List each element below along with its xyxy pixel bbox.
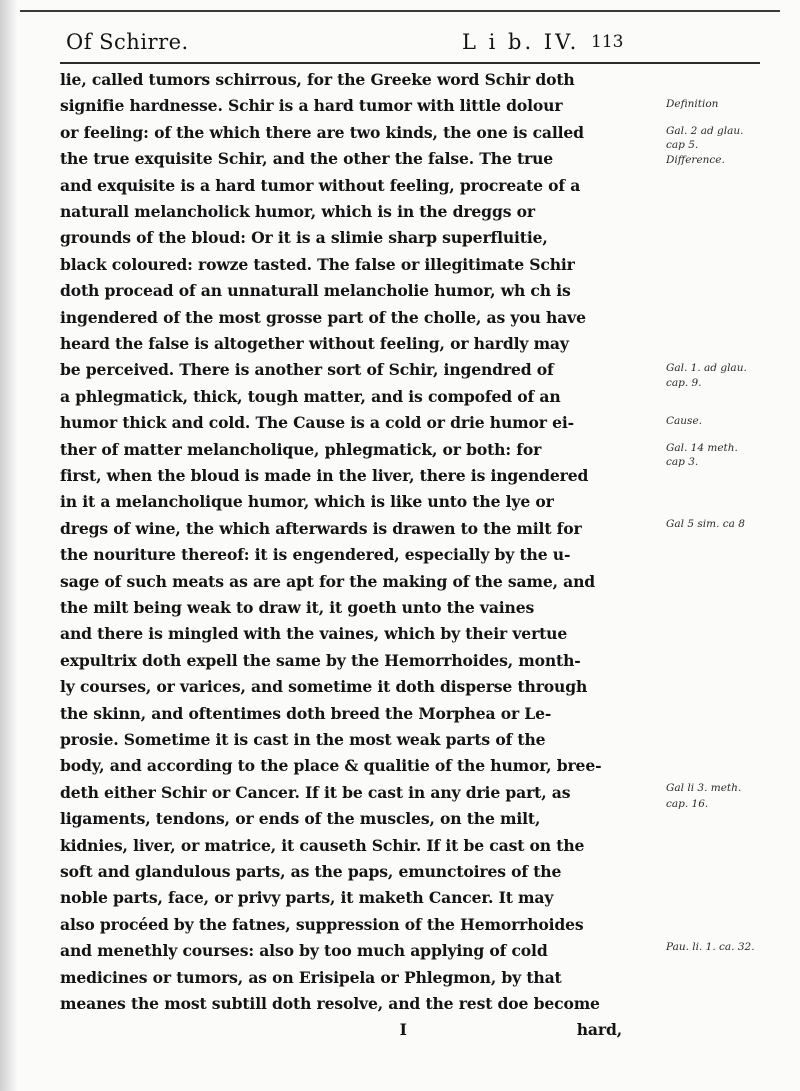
top-rule	[20, 10, 780, 12]
text-line: expultrix doth expell the same by the Hemorrhoides, month-	[60, 650, 581, 670]
text-line: a phlegmatick, thick, tough matter, and is compofed of an	[60, 386, 561, 406]
text-line: black coloured: rowze tasted. The false or illegitimate Schir	[60, 254, 575, 274]
margin-note: Gal. 2 ad glau.	[666, 124, 744, 137]
text-line: and menethly courses: also by too much applying of cold	[60, 941, 548, 961]
margin-note: Gal li 3. meth.	[666, 782, 742, 795]
text-line: grounds of the bloud: Or it is a slimie sharp superfluitie,	[60, 228, 548, 248]
text-line: first, when the bloud is made in the liver, there is ingendered	[60, 466, 589, 485]
text-line: deth either Schir or Cancer. If it be cast in any drie part, as	[60, 782, 571, 802]
running-head: Of Schirre.	[66, 30, 189, 54]
text-line: dregs of wine, the which afterwards is drawen to the milt for	[60, 518, 582, 538]
catchword-line	[322, 1016, 622, 1043]
text-line: prosie. Sometime it is cast in the most weak parts of the	[60, 730, 546, 749]
text-line: ther of matter melancholique, phlegmatick, or both: for	[60, 439, 542, 459]
text-line: sage of such meats as are apt for the making of the same, and	[60, 571, 596, 591]
text-line: the true exquisite Schir, and the other the false. The true	[60, 149, 554, 169]
catchword: hard,	[576, 1020, 622, 1040]
margin-note: Difference.	[666, 153, 725, 166]
text-line: signifie hardnesse. Schir is a hard tumor with little dolour	[60, 96, 563, 116]
text-line: medicines or tumors, as on Erisipela or Phlegmon, by that	[60, 967, 562, 987]
text-line: naturall melancholick humor, which is in the dreggs or	[60, 202, 535, 221]
page-number: 113	[591, 32, 624, 52]
text-line: and there is mingled with the vaines, which by their vertue	[60, 624, 568, 644]
text-line: lie, called tumors schirrous, for the Greeke word Schir doth	[60, 70, 575, 89]
text-line: or feeling: of the which there are two kinds, the one is called	[60, 122, 584, 142]
margin-note: cap. 9.	[666, 376, 702, 389]
text-line: soft and glandulous parts, as the paps, emunctoires of the	[60, 862, 562, 881]
text-line: heard the false is altogether without feeling, or hardly may	[60, 334, 569, 353]
header-rule	[60, 62, 760, 64]
margin-note: Gal 5 sim. ca 8	[666, 518, 745, 531]
margin-note: Pau. li. 1. ca. 32.	[666, 940, 755, 953]
text-line: noble parts, face, or privy parts, it maketh Cancer. It may	[60, 888, 554, 908]
signature-mark: I	[399, 1020, 407, 1040]
text-line: doth procead of an unnaturall melancholie humor, wh ch is	[60, 281, 571, 301]
text-line: the nouriture thereof: it is engendered, especially by the u-	[60, 545, 571, 565]
text-line: meanes the most subtill doth resolve, and the rest doe become	[60, 994, 600, 1013]
margin-note: cap 3.	[666, 456, 699, 469]
margin-note: cap 5.	[666, 139, 699, 152]
page-gutter-shadow	[0, 0, 18, 1091]
margin-note: Gal. 1. ad glau.	[666, 362, 747, 375]
text-line: the skinn, and oftentimes doth breed the Morphea or Le-	[60, 703, 552, 723]
text-line: in it a melancholique humor, which is like unto the lye or	[60, 492, 554, 512]
text-line: ingendered of the most grosse part of the cholle, as you have	[60, 307, 586, 327]
book-number: L i b. IV.	[462, 30, 580, 54]
margin-note: Gal. 14 meth.	[666, 441, 738, 454]
text-line: ligaments, tendons, or ends of the muscles, on the milt,	[60, 809, 541, 829]
text-line: ly courses, or varices, and sometime it doth disperse through	[60, 677, 588, 697]
margin-note: Cause.	[666, 415, 702, 428]
text-line: the milt being weak to draw it, it goeth unto the vaines	[60, 598, 535, 617]
text-line: body, and according to the place & qualitie of the humor, bree-	[60, 756, 602, 776]
text-line: be perceived. There is another sort of Schir, ingendred of	[60, 360, 554, 380]
text-line: also procéed by the fatnes, suppression of the Hemorrhoides	[60, 914, 584, 934]
margin-note: Definition	[666, 98, 719, 111]
page-header	[66, 30, 766, 62]
margin-note: cap. 16.	[666, 798, 709, 810]
text-line: kidnies, liver, or matrice, it causeth Schir. If it be cast on the	[60, 835, 585, 855]
text-line: humor thick and cold. The Cause is a cold or drie humor ei-	[60, 413, 574, 433]
text-line: and exquisite is a hard tumor without feeling, procreate of a	[60, 175, 581, 195]
